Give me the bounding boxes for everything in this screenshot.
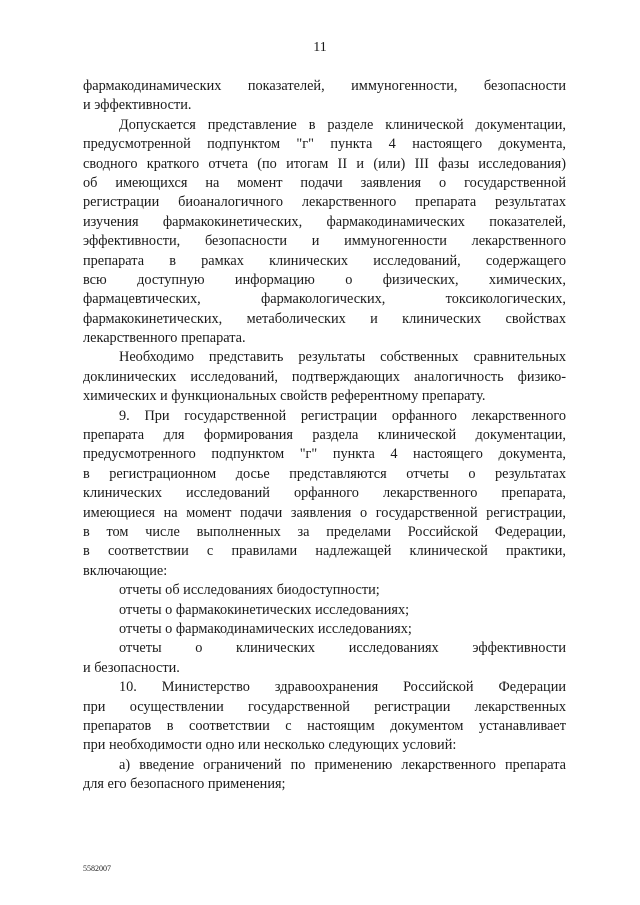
- text-line: 10. Министерство здравоохранения Российской Федерации: [119, 679, 566, 696]
- text-line: имеющиеся на момент подачи заявления о государственной регистрации,: [83, 504, 566, 521]
- text-line: лекарственного препарата.: [83, 330, 246, 347]
- text-line: фармацевтических, фармакологических, токсикологических,: [83, 291, 566, 308]
- text-line: препарата для формирования раздела клинической документации,: [83, 427, 566, 444]
- text-line: включающие:: [83, 562, 168, 579]
- text-line: предусмотренной подпунктом "г" пункта 4 настоящего документа,: [83, 136, 566, 153]
- text-line: и эффективности.: [83, 97, 192, 114]
- text-line: клинических исследований орфанного лекарственного препарата,: [83, 485, 566, 502]
- text-line: в соответствии с правилами надлежащей клинической практики,: [83, 543, 566, 560]
- text-line: химических и функциональных свойств референтному препарату.: [83, 388, 486, 405]
- page-number: 11: [313, 40, 327, 55]
- text-line: предусмотренного подпунктом "г" пункта 4 настоящего документа,: [83, 446, 566, 463]
- text-line: отчеты об исследованиях биодоступности;: [119, 582, 380, 599]
- text-line: при необходимости одно или несколько следующих условий:: [83, 737, 457, 754]
- text-line: препарата в рамках клинических исследований, содержащего: [83, 252, 566, 269]
- text-line: при осуществлении государственной регистрации лекарственных: [83, 698, 566, 715]
- text-line: Допускается представление в разделе клинической документации,: [119, 116, 566, 133]
- text-line: регистрации биоаналогичного лекарственного препарата результатах: [83, 194, 566, 211]
- text-line: изучения фармакокинетических, фармакодинамических показателей,: [83, 213, 566, 230]
- text-line: отчеты о клинических исследованиях эффективности: [119, 640, 566, 657]
- text-line: сводного краткого отчета (по итогам II и (или) III фазы исследования): [83, 155, 566, 172]
- text-line: об имеющихся на момент подачи заявления о государственной: [83, 174, 566, 191]
- text-line: и безопасности.: [83, 659, 180, 676]
- text-line: фармакодинамических показателей, иммуногенности, безопасности: [83, 78, 566, 94]
- text-line: отчеты о фармакокинетических исследованиях;: [119, 601, 410, 618]
- text-line: в регистрационном досье представляются отчеты о результатах: [83, 465, 566, 482]
- text-line: фармакокинетических, метаболических и клинических свойствах: [83, 310, 566, 327]
- text-line: препаратов в соответствии с настоящим документом устанавливает: [83, 717, 566, 734]
- text-line: в том числе выполненных за пределами Российской Федерации,: [83, 523, 566, 540]
- text-line: Необходимо представить результаты собственных сравнительных: [119, 349, 566, 366]
- text-line: для его безопасного применения;: [83, 776, 286, 793]
- footer-document-code: 5582007: [83, 864, 111, 873]
- text-line: 9. При государственной регистрации орфанного лекарственного: [119, 407, 566, 424]
- text-line: всю доступную информацию о физических, химических,: [83, 271, 566, 288]
- text-line: доклинических исследований, подтверждающих аналогичность физико-: [83, 368, 566, 385]
- text-line: отчеты о фармакодинамических исследованиях;: [119, 620, 412, 637]
- text-line: эффективности, безопасности и иммуногенности лекарственного: [83, 233, 566, 250]
- text-line: а) введение ограничений по применению лекарственного препарата: [119, 756, 566, 773]
- document-body: [83, 77, 566, 794]
